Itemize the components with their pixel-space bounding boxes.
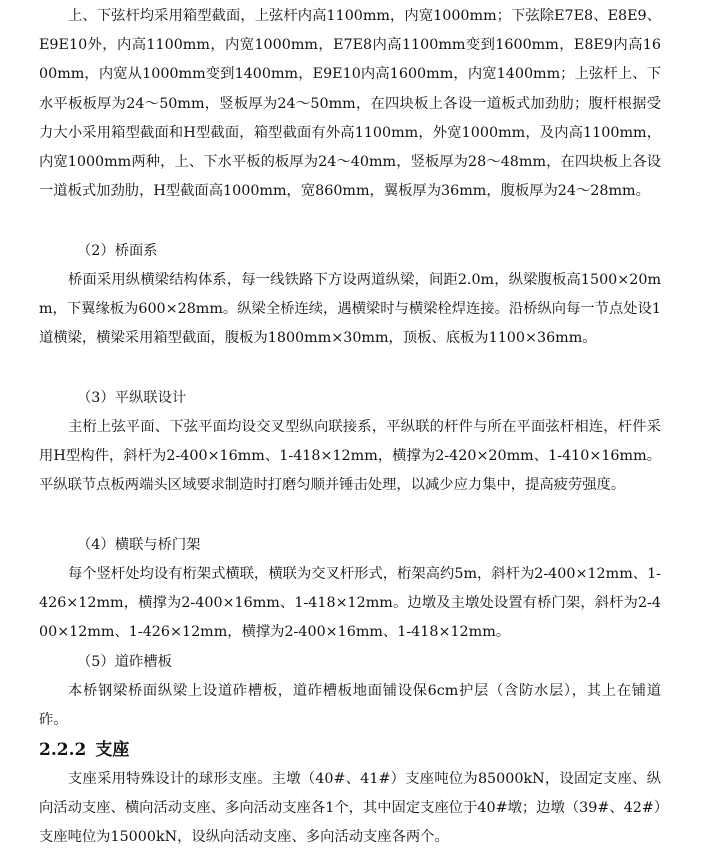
heading-sway-bracing-portal: （4）横联与桥门架 xyxy=(77,537,201,553)
paragraph-ballast-trough: 本桥钢梁桥面纵梁上设道砟槽板，道砟槽板地面铺设保6cm护层（含防水层），其上在铺道砟。 xyxy=(39,683,661,729)
paragraph-deck-system: 桥面采用纵横梁结构体系，每一线铁路下方设两道纵梁，间距2.0m，纵梁腹板高1500×20mm，下翼缘板为600×28mm。纵梁全桥连续，遇横梁时与横梁栓焊连接。沿桥纵向每一节点处设1道横梁，横梁采用箱型截面，腹板为1800mm×30mm，顶板、底板为1100×36mm。 xyxy=(39,272,661,347)
section-title: 支座 xyxy=(95,740,130,760)
paragraph-chord-sections: 上、下弦杆均采用箱型截面，上弦杆内高1100mm，内宽1000mm；下弦除E7E8、E8E9、E9E10外，内高1100mm，内宽1000mm，E7E8内高1100mm变到1600mm，E8E9内高1600mm，内宽从1000mm变到1400mm，E9E10内高1600mm，内宽1400mm；上弦杆上、下水平板板厚为24～50mm，竖板厚为24～50mm，在四块板上各设一道板式加劲肋；腹杆根据受力大小采用箱型截面和H型截面，箱型截面有外高1100mm，外宽1000mm，及内高1100mm，内宽1000mm两种，上、下水平板的板厚为24～40mm，竖板厚为28～48mm，在四块板上各设一道板式加劲肋，H型截面高1000mm，宽860mm，翼板厚为36mm，腹板厚为24～28mm。 xyxy=(39,8,661,200)
paragraph-lateral-bracing: 主桁上弦平面、下弦平面均设交叉型纵向联接系，平纵联的杆件与所在平面弦杆相连，杆件采用H型构件，斜杆为2-400×16mm、1-418×12mm，横撑为2-420×20mm、1-410×16mm。平纵联节点板两端头区域要求制造时打磨匀顺并锤击处理，以减少应力集中，提高疲劳强度。 xyxy=(39,419,661,494)
paragraph-sway-bracing-portal: 每个竖杆处均设有桁架式横联，横联为交叉杆形式，桁架高约5m，斜杆为2-400×12mm、1-426×12mm，横撑为2-400×16mm、1-418×12mm。边墩及主墩处设置有桥门架，斜杆为2-400×12mm、1-426×12mm，横撑为2-400×16mm、1-418×12mm。 xyxy=(39,566,661,641)
paragraph-bearings: 支座采用特殊设计的球形支座。主墩（40#、41#）支座吨位为85000kN，设固定支座、纵向活动支座、横向活动支座、多向活动支座各1个，其中固定支座位于40#墩；边墩（39#、42#）支座吨位为15000kN，设纵向活动支座、多向活动支座各两个。 xyxy=(39,771,661,846)
section-number: 2.2.2 xyxy=(39,740,87,760)
heading-ballast-trough: （5）道砟槽板 xyxy=(77,654,172,670)
section-heading-bearings xyxy=(39,736,661,765)
heading-deck-system: （2）桥面系 xyxy=(77,243,158,259)
heading-lateral-bracing: （3）平纵联设计 xyxy=(77,390,187,406)
